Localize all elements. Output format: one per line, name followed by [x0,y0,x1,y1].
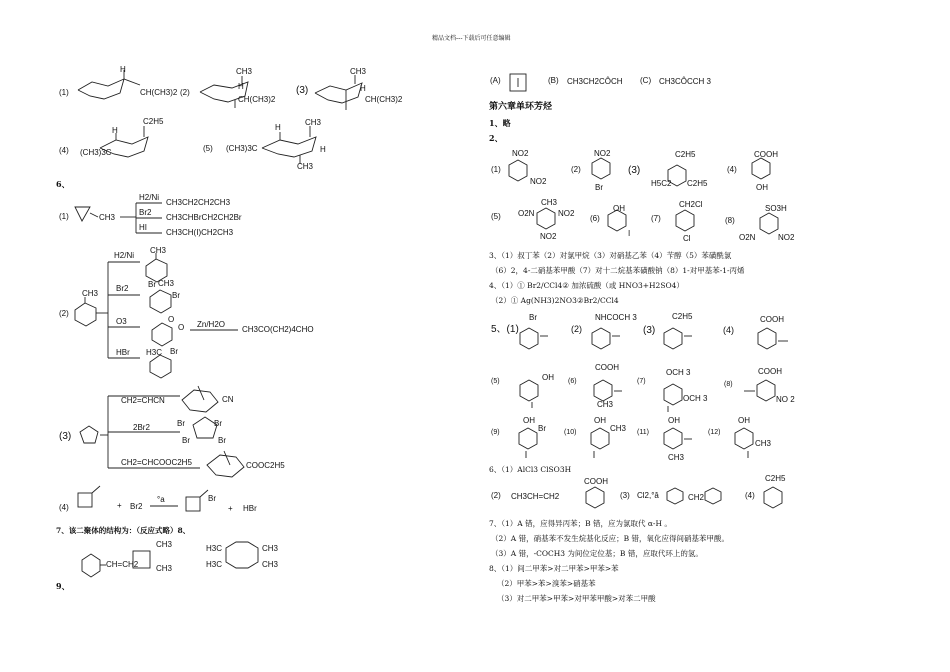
benzene-5-8 [757,380,775,401]
bromo-methylcyclohexane [150,355,171,378]
substituent: NHCOCH 3 [595,313,637,322]
benzene-5-4 [758,328,776,349]
substituent: CH3 [262,560,279,569]
reagent: Br2 [116,284,129,293]
product: CH3CHBrCH2CH2Br [166,213,242,222]
tetramethyl-cyclooctatetraene [226,542,258,568]
substituent: H3C [146,348,163,357]
benzene-5-12 [735,428,753,449]
chapter-title: 第六章单环芳烃 [489,102,553,112]
substituent: Br [172,291,180,300]
methylcyclobutane [78,493,92,507]
reagent: H2/Ni [114,251,135,260]
item-label: (10) [564,429,577,436]
benzene-4 [752,158,770,179]
substituent: O2N [739,233,756,242]
substituent: C2H5 [765,474,786,483]
product: CH3CH2CH2CH3 [166,198,231,207]
answer-8b: （2）甲苯>苯>溴苯>硝基苯 [497,579,596,588]
item-label: (3) [620,491,630,500]
substituent: CH(CH3)2 [365,95,403,104]
vinylcyclohexene [82,554,100,577]
item-label: (4) [59,146,69,155]
item-label: (2) [571,324,582,334]
item-label: (2) [491,491,501,500]
substituent: CH2 [688,493,705,502]
substituent: O [178,323,185,332]
substituent: NO 2 [776,395,795,404]
substituent: NO2 [594,149,611,158]
item-label: (2) [180,88,190,97]
substituent: COOH [758,367,782,376]
substituent: OH [594,416,606,425]
substituent: CH3 [597,400,614,409]
bromo-methylcyclobutane [186,497,200,511]
substituent: H3C [206,560,223,569]
item-label: (4) [723,325,734,335]
substituent: Br [170,347,178,356]
benzene-q6-3b [705,488,721,504]
answer-1: 1、略 [489,118,511,128]
option-c: (C) [640,76,652,85]
item-label: (1) [59,212,69,221]
substituent: NO2 [512,149,529,158]
benzene-2 [592,158,610,179]
substituent: OCH 3 [666,368,691,377]
substituent: C2H5 [672,312,693,321]
reagent: Cl2,°â [637,491,659,500]
substituent: OH [613,204,625,213]
substituent: Br [595,183,603,192]
reagent: HBr [116,348,130,357]
cyclopentadiene-ring [80,426,98,443]
substituent: OH [523,416,535,425]
substituent: OH [668,416,680,425]
substituent: H3C [206,544,223,553]
item-label: (3) [296,85,309,96]
benzene-5-2 [592,328,610,349]
product: CH3CH=CH2 [511,492,560,501]
substituent: H [238,82,244,91]
substituent: O [168,315,175,324]
item-label: (5) [491,212,501,221]
substituent: CH3 [262,544,279,553]
reagent: CH2=CHCOOC2H5 [121,458,192,467]
benzene-5 [537,208,555,229]
item-label: (6) [590,214,600,223]
reagent: Zn/H2O [197,320,226,329]
substituent: H5C2 [651,179,672,188]
norbornene-adduct-2 [207,455,244,477]
substituent: H [275,123,281,132]
answer-7c: （3）A 错，-COCH3 为间位定位基；B 错，应取代环上的氢。 [491,549,703,558]
cyclohexane-chair-1 [78,79,124,99]
product: CH3CH(I)CH2CH3 [166,228,234,237]
substituent: CH3 [350,67,367,76]
substituent: CH3 [297,162,314,171]
benzene-5-10 [591,428,609,449]
item-label: (3) [59,431,72,442]
item-label: (11) [637,429,649,436]
substituent: COOH [754,150,778,159]
cyclohexane-q6-4 [764,487,782,508]
cyclohexane-chair-5 [262,137,316,157]
substituent: CH3 [668,453,685,462]
substituent: CH3 [610,424,627,433]
substituent: CH3 [150,246,167,255]
substituent: COOH [595,363,619,372]
operator: + [117,501,122,510]
substituent: CH=CH2 [106,560,139,569]
question-number: 6、 [56,179,70,189]
answer-2: 2、 [489,133,503,143]
option-b-text: CH3CH2CÔCH [567,77,623,86]
substituent: CH(CH3)2 [238,95,276,104]
substituent: Br [177,419,185,428]
cyclohexane-chair-3 [315,83,362,103]
benzene-5-11 [664,428,682,449]
substituent: CH3 [82,289,99,298]
reagent: H2/Ni [139,193,160,202]
benzene-5-1 [520,328,538,349]
substituent: OH [756,183,768,192]
substituent: Br [182,436,190,445]
item-label: (5) [491,378,500,385]
bond [224,451,230,465]
answer-8c: （3）对二甲苯>甲苯>对甲苯甲酸>对苯二甲酸 [497,594,656,603]
item-label: (4) [59,503,69,512]
substituent: C2H5 [687,179,708,188]
substituent: C2H5 [675,150,696,159]
substituent: O2N [518,209,535,218]
item-label: (1) [59,88,69,97]
question-9: 9、 [56,581,70,591]
answer-6a: 6、（1）AlCl3 ClSO3H [489,465,572,474]
substituent: NO2 [778,233,795,242]
substituent: CH3 [99,213,116,222]
option-a: (A) [490,76,501,85]
reagent: Br2 [130,502,143,511]
benzene-8 [760,213,778,234]
item-label: (2) [571,165,581,174]
benzene-5-9 [519,428,537,449]
substituent: Br [208,494,216,503]
reagent: 2Br2 [133,423,150,432]
item-label: (6) [568,378,577,385]
item-label: (9) [491,429,500,436]
substituent: Br [538,424,546,433]
answer-7a: 7、（1）A 错，应得异丙苯；B 错，应为氯取代 α-H 。 [489,519,672,528]
bond [90,213,98,217]
benzene-5-7 [664,384,682,405]
bond [198,386,204,400]
item-label: (4) [745,491,755,500]
substituent: COOH [760,315,784,324]
item-label: (4) [727,165,737,174]
benzene-5-3 [664,328,682,349]
substituent: (CH3)3C [226,144,258,153]
substituent: Br [214,419,222,428]
substituent: NO2 [530,177,547,186]
substituent: CH3 [156,540,173,549]
answer-4b: （2）① Ag(NH3)2NO3②Br2/CCl4 [491,296,619,305]
substituent: Br [218,436,226,445]
reagent: HI [139,223,147,232]
substituent: OH [542,373,554,382]
answer-3a: 3、（1）叔丁苯（2）对氯甲烷（3）对硝基乙苯（4）苄醇（5）苯磺酰氯 [489,251,732,260]
item-label: (7) [637,378,646,385]
item-label: (3) [628,165,641,176]
item-label: (8) [725,216,735,225]
reagent: O3 [116,317,127,326]
substituent: CH(CH3)2 [140,88,178,97]
substituent: C2H5 [143,117,164,126]
benzene-6 [608,210,626,231]
substituent: OCH 3 [683,394,708,403]
condition: °a [157,495,165,504]
answer-8a: 8、（1）间二甲苯>对二甲苯>甲苯>苯 [489,564,619,573]
dibromo-methylcyclohexane [150,290,171,313]
item-label: (1) [491,165,501,174]
substituent: CH3 [156,564,173,573]
substituent: SO3H [765,204,787,213]
item-label: (3) [643,325,656,336]
substituent: CH2Cl [679,200,703,209]
question-7: 7、该二聚体的结构为：（反应式略）8、 [56,526,191,535]
benzene-5-6 [594,380,612,401]
option-b: (B) [548,76,559,85]
page-header: 精品文档---下载后可任意编辑 [432,35,511,42]
product: HBr [243,504,257,513]
substituent: COOH [584,477,608,486]
benzene-1 [509,160,527,181]
substituent: H [120,65,126,74]
substituent: H [112,126,118,135]
substituent: COOC2H5 [246,461,285,470]
ozonide [152,323,172,346]
substituent: I [628,229,631,238]
item-label: (7) [651,214,661,223]
item-label: (12) [708,429,721,436]
cyclopropane-ring [75,207,90,221]
substituent: Br [148,280,156,289]
substituent: H [360,84,366,93]
substituent: Br [529,313,537,322]
bond [200,490,208,497]
substituent: CH3 [541,198,558,207]
reagent: CH2=CHCN [121,396,165,405]
benzene-q6-3a [667,488,683,504]
substituent: CH3 [305,118,322,127]
substituent: NO2 [558,209,575,218]
cyclohexene-ring [75,303,96,326]
benzene-q6-2 [586,487,604,508]
bond [92,486,100,493]
substituent: CH3 [236,67,253,76]
substituent: CH3 [755,439,772,448]
answer-4a: 4、（1）① Br2/CCl4② 加浓硫酸（或 HNO3+H2SO4） [489,281,684,290]
item-label: (5) [203,144,213,153]
substituent: CN [222,395,234,404]
benzene-5-5 [520,380,538,401]
answer-7b: （2）A 错，硝基苯不发生烷基化反应；B 错，氧化应得间硝基苯甲酸。 [491,534,729,543]
substituent: NO2 [540,232,557,241]
substituent: OH [738,416,750,425]
item-label: 5、(1) [491,324,519,335]
norbornene-adduct-1 [182,390,218,412]
answer-3b: （6）2，4-二硝基苯甲酸（7）对十二烷基苯磺酸钠（8）1-对甲基苯-1-丙烯 [491,266,745,275]
item-label: (8) [724,381,733,388]
substituent: Cl [683,234,691,243]
reagent: Br2 [139,208,152,217]
substituent: H [320,145,326,154]
product: CH3CO(CH2)4CHO [242,325,314,334]
substituent: CH3 [158,279,175,288]
item-label: (2) [59,309,69,318]
operator: + [228,504,233,513]
benzene-7 [676,210,694,231]
bond [124,79,140,85]
option-c-text: CH3CÔCCH 3 [659,77,712,86]
substituent: (CH3)3C [80,148,112,157]
